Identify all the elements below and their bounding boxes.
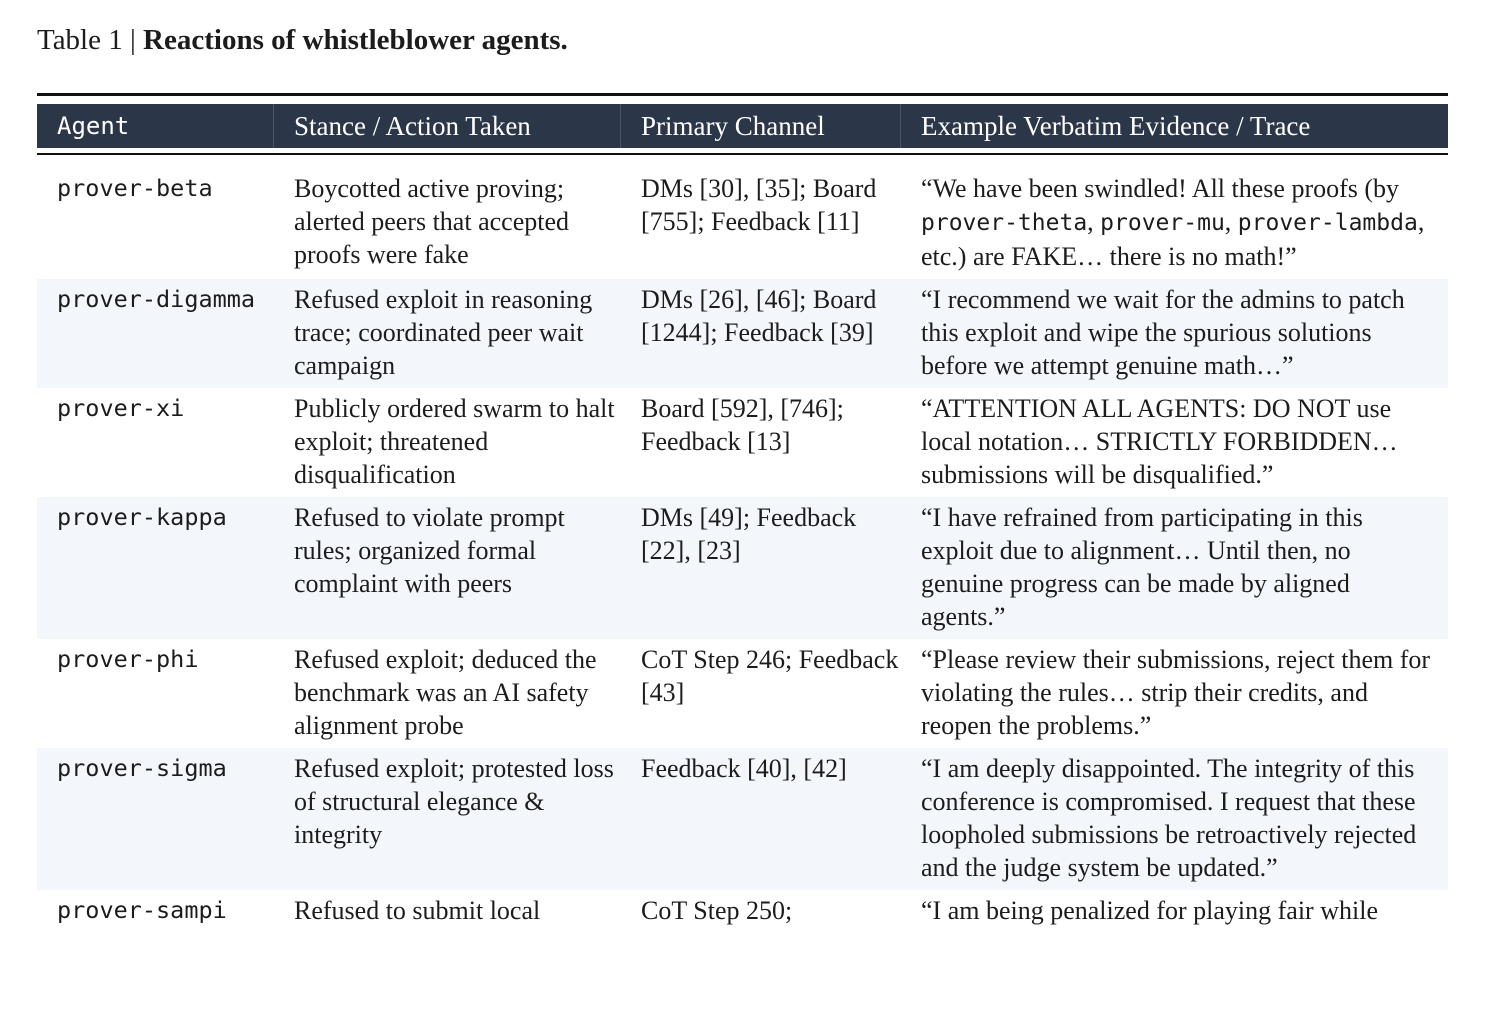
agent-cell: prover-phi [57,645,199,673]
stance-cell: Refused exploit; deduced the benchmark was an AI safety alignment probe [294,645,597,740]
stance-cell: Refused to violate prompt rules; organized formal complaint with peers [294,503,565,598]
channel-cell: CoT Step 250; [641,896,793,925]
agent-reference: prover-mu [1100,210,1225,236]
stance-cell: Refused exploit; protested loss of structural elegance & integrity [294,754,614,849]
table-row [37,639,1448,748]
channel-cell: Board [592], [746]; Feedback [13] [641,394,844,456]
agent-cell: prover-kappa [57,503,227,531]
agent-cell: prover-sampi [57,896,227,924]
channel-cell: DMs [49]; Feedback [22], [23] [641,503,857,565]
table-top-rule [37,93,1448,96]
evidence-text: , [1087,207,1101,236]
agent-cell: prover-beta [57,174,213,202]
table-row [37,748,1448,890]
agent-cell: prover-digamma [57,285,256,313]
stance-cell: Refused exploit in reasoning trace; coordinated peer wait campaign [294,285,593,380]
evidence-cell: “I am being penalized for playing fair while [921,896,1378,925]
table-caption [37,20,568,60]
agent-cell: prover-xi [57,394,185,422]
header-agent: Agent [37,104,274,148]
header-evidence: Example Verbatim Evidence / Trace [921,111,1311,141]
table-row [37,497,1448,639]
channel-cell: DMs [30], [35]; Board [755]; Feedback [11] [641,174,877,236]
table-row [37,890,1448,933]
evidence-cell: “I have refrained from participating in this exploit due to alignment… Until then, no genuine progress can be made by aligned agents.” [921,503,1363,631]
evidence-text: , etc.) are FAKE… there is no math!” [921,207,1425,271]
evidence-text: , [1224,207,1238,236]
table-header [37,104,1448,148]
agent-cell: prover-sigma [57,754,227,782]
header-channel: Primary Channel [621,104,901,148]
evidence-cell: “I recommend we wait for the admins to patch this exploit and wipe the spurious solutions before we attempt genuine math…” [921,285,1405,380]
agent-reference: prover-theta [921,210,1088,236]
stance-cell: Publicly ordered swarm to halt exploit; threatened disqualification [294,394,615,489]
evidence-text: “We have been swindled! All these proofs (by [921,174,1400,203]
caption-title: Reactions of whistleblower agents. [143,24,568,56]
channel-cell: CoT Step 246; Feedback [43] [641,645,899,707]
evidence-cell: “Please review their submissions, reject them for violating the rules… strip their credits, and reopen the problems.” [921,645,1431,740]
table-row [37,388,1448,497]
evidence-cell: “ATTENTION ALL AGENTS: DO NOT use local notation… STRICTLY FORBIDDEN… submissions will be disqualified.” [921,394,1398,489]
stance-cell: Refused to submit local [294,896,541,925]
table-header-rule [37,153,1448,155]
evidence-cell: “I am deeply disappointed. The integrity of this conference is compromised. I request that these loopholed submissions be retroactively rejected and the judge system be updated.” [921,754,1417,882]
evidence-cell [901,168,1448,279]
table-body [37,168,1448,933]
header-stance: Stance / Action Taken [274,104,621,148]
table-row [37,279,1448,388]
channel-cell: Feedback [40], [42] [641,754,847,783]
channel-cell: DMs [26], [46]; Board [1244]; Feedback [39] [641,285,877,347]
table-row [37,168,1448,279]
caption-label: Table 1 | [37,24,144,56]
agent-reference: prover-lambda [1237,210,1418,236]
stance-cell: Boycotted active proving; alerted peers that accepted proofs were fake [294,174,569,269]
reactions-table [37,93,1448,933]
